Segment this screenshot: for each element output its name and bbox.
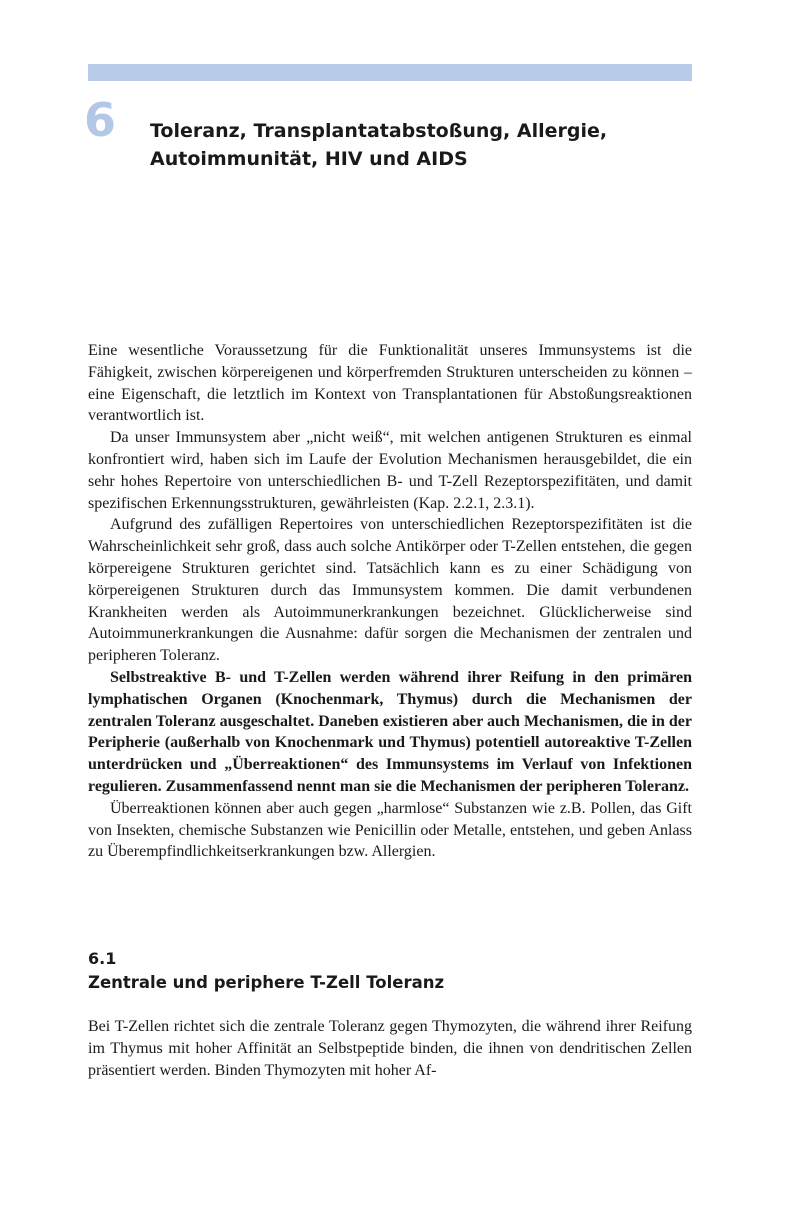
section-paragraph-1: Bei T-Zellen richtet sich die zentrale Toleranz gegen Thymozyten, die während ihrer Reifung im Thymus mit hoher Affinität an Selbstpeptide binden, die ihnen von dendritischen Zellen präsentiert werden. Binden Thymozyten mit hoher Af-	[88, 1018, 692, 1079]
paragraph-5: Überreaktionen können aber auch gegen „harmlose“ Substanzen wie z.B. Pollen, das Gift von Insekten, chemische Substanzen wie Penicillin oder Metalle, entstehen, und geben Anlass zu Überempfindlichkeitserkrankungen bzw. Allergien.	[88, 799, 692, 861]
paragraph-2: Da unser Immunsystem aber „nicht weiß“, mit welchen antigenen Strukturen es einmal konfrontiert wird, haben sich im Laufe der Evolution Mechanismen herausgebildet, die ein sehr hohes Repertoire von unterschiedlichen B- und T-Zell Rezeptorspezifitäten, und damit spezifischen Erkennungsstrukturen, gewährleisten (Kap. 2.2.1, 2.3.1).	[88, 429, 692, 512]
section-title: Zentrale und periphere T-Zell Toleranz	[88, 973, 445, 992]
chapter-header-band	[88, 64, 692, 81]
section-body-text	[88, 1016, 692, 1081]
paragraph-1: Eine wesentliche Voraussetzung für die Funktionalität unseres Immunsystems ist die Fähigkeit, zwischen körpereigenen und körperfremden Strukturen unterscheiden zu können – eine Eigenschaft, die letztlich im Kontext von Transplantationen für Abstoßungsreaktionen verantwortlich ist.	[88, 342, 692, 425]
section-number: 6.1	[88, 949, 117, 968]
chapter-intro-text	[88, 340, 692, 863]
paragraph-3: Aufgrund des zufälligen Repertoires von unterschiedlichen Rezeptorspezifitäten ist die Wahrscheinlichkeit sehr groß, dass auch solche Antikörper oder T-Zellen entstehen, die gegen körpereigene Strukturen gerichtet sind. Tatsächlich kann es zu einer Schädigung von körpereigenen Strukturen durch das Immunsystem kommen. Die damit verbundenen Krankheiten werden als Autoimmunerkrankungen bezeichnet. Glücklicherweise sind Autoimmunerkrankungen die Ausnahme: dafür sorgen die Mechanismen der zentralen und peripheren Toleranz.	[88, 516, 692, 665]
chapter-title	[150, 117, 690, 173]
paragraph-4-highlight: Selbstreaktive B- und T-Zellen werden während ihrer Reifung in den primären lymphatischen Organen (Knochenmark, Thymus) durch die Mechanismen der zentralen Toleranz ausgeschaltet. Daneben existieren aber auch Mechanismen, die in der Peripherie (außerhalb von Knochenmark und Thymus) potentiell autoreaktive T-Zellen unterdrücken und „Überreaktionen“ des Immunsystems im Verlauf von Infektionen regulieren. Zusammenfassend nennt man sie die Mechanismen der peripheren Toleranz.	[88, 668, 692, 795]
chapter-title-line-1: Toleranz, Transplantatabstoßung, Allergie,	[150, 120, 608, 142]
chapter-number: 6	[84, 93, 117, 147]
chapter-title-line-2: Autoimmunität, HIV und AIDS	[150, 148, 468, 170]
